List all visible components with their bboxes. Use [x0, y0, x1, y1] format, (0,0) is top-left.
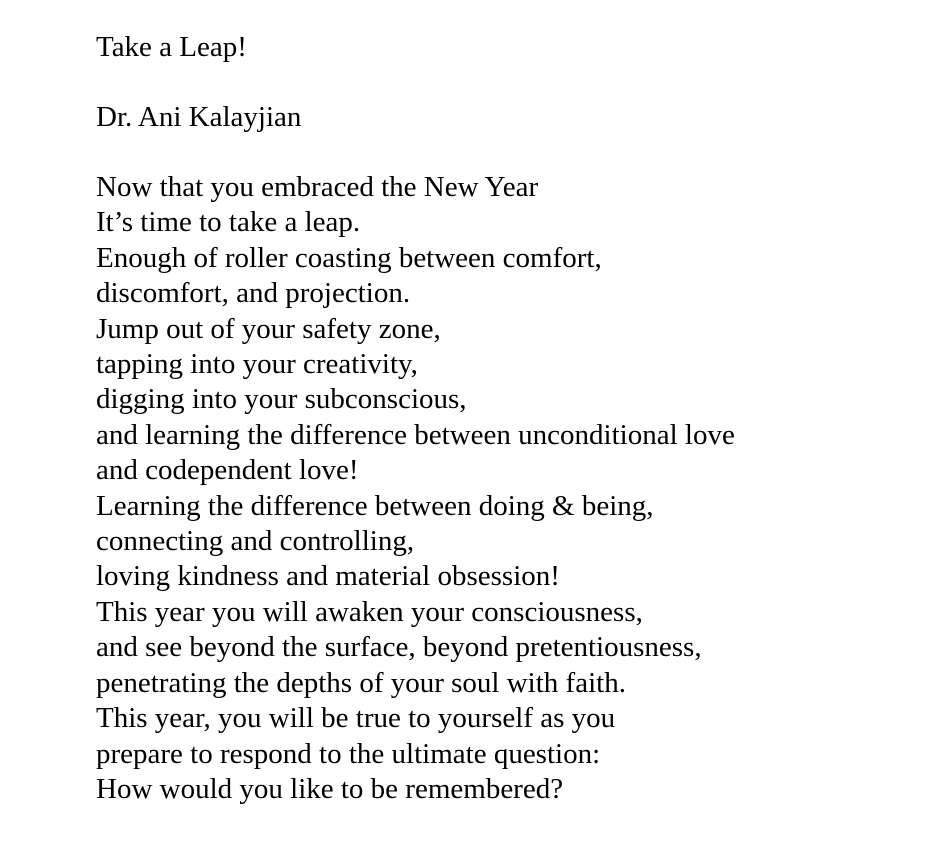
poem-line: penetrating the depths of your soul with faith. — [96, 666, 626, 699]
poem-line: discomfort, and projection. — [96, 277, 411, 310]
poem-author: Dr. Ani Kalayjian — [96, 101, 302, 133]
poem-line: Now that you embraced the New Year — [96, 171, 539, 203]
poem-line: and learning the difference between unconditional love — [96, 418, 735, 451]
poem-line: and codependent love! — [96, 454, 359, 487]
poem-line: This year you will awaken your consciousness, — [96, 595, 643, 628]
poem-line: Jump out of your safety zone, — [96, 312, 441, 345]
poem-line: loving kindness and material obsession! — [96, 560, 560, 593]
poem-line: and see beyond the surface, beyond pretentiousness, — [96, 631, 702, 664]
poem-line: Learning the difference between doing & being, — [96, 489, 654, 522]
poem-title: Take a Leap! — [96, 31, 247, 63]
poem-line: Enough of roller coasting between comfort, — [96, 241, 602, 274]
poem-line: digging into your subconscious, — [96, 383, 467, 416]
poem-line: connecting and controlling, — [96, 525, 415, 558]
poem-line: prepare to respond to the ultimate question: — [96, 737, 601, 770]
poem-body — [96, 170, 926, 807]
document-page — [96, 30, 926, 807]
poem-line: tapping into your creativity, — [96, 348, 418, 381]
poem-line: This year, you will be true to yourself as you — [96, 702, 616, 735]
poem-line: It’s time to take a leap. — [96, 206, 361, 239]
poem-line: How would you like to be remembered? — [96, 772, 564, 805]
